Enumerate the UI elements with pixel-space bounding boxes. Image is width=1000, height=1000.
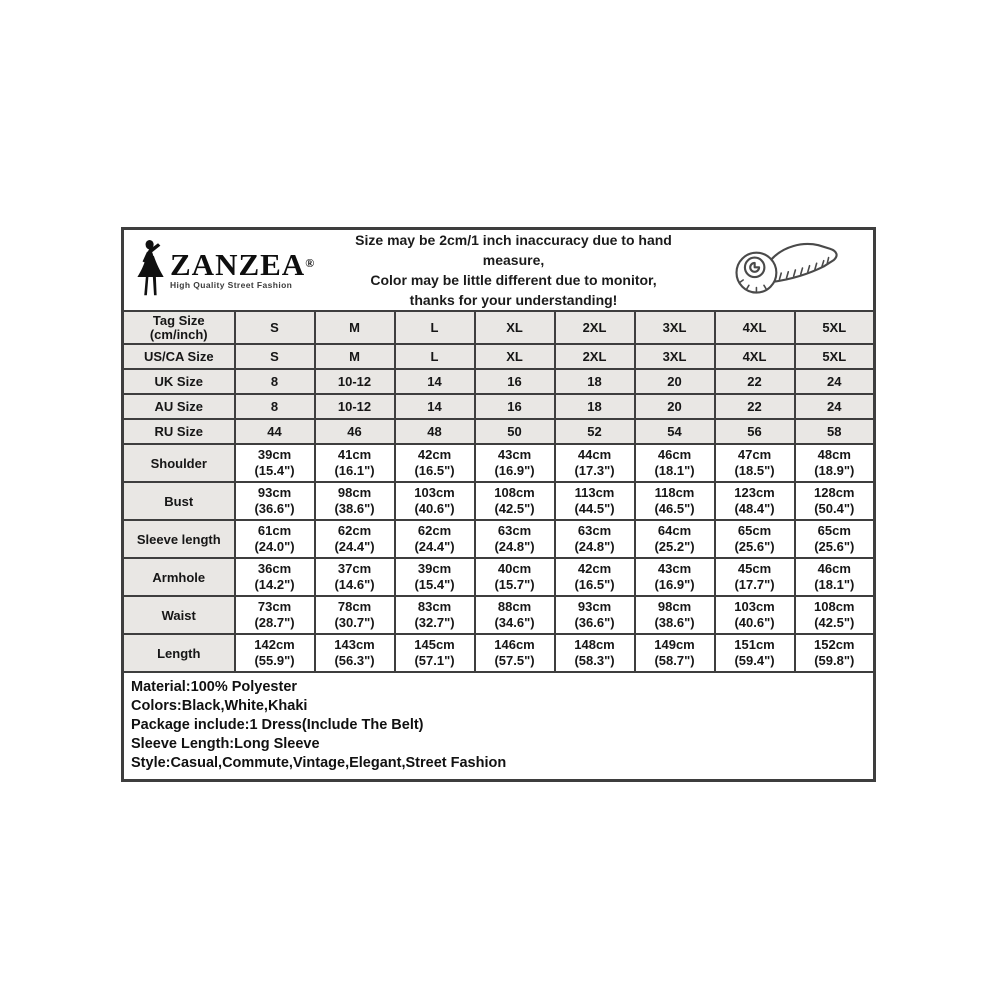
measure-cell: 40cm (15.7") (475, 558, 555, 596)
measure-cell: 63cm (24.8") (555, 520, 635, 558)
size-cell: 20 (635, 369, 715, 394)
row-label: UK Size (123, 369, 235, 394)
measure-cell: 146cm (57.5") (475, 634, 555, 672)
size-cell: S (235, 344, 315, 369)
row-label: Sleeve length (123, 520, 235, 558)
measure-row-sleeve-length (123, 520, 875, 558)
size-cell: 50 (475, 419, 555, 444)
note-material: Material:100% Polyester (131, 679, 298, 695)
row-label: Armhole (123, 558, 235, 596)
size-cell: 22 (715, 369, 795, 394)
size-table-body (123, 311, 875, 672)
size-row-uk-size (123, 369, 875, 394)
measure-cell: 123cm (48.4") (715, 482, 795, 520)
tape-measure-icon (699, 239, 867, 301)
measure-cell: 113cm (44.5") (555, 482, 635, 520)
woman-silhouette-icon (134, 239, 168, 302)
measure-row-waist (123, 596, 875, 634)
notes-row (123, 672, 875, 781)
measure-cell: 88cm (34.6") (475, 596, 555, 634)
size-cell: 8 (235, 394, 315, 419)
size-cell: M (315, 344, 395, 369)
measure-cell: 65cm (25.6") (715, 520, 795, 558)
row-label: Length (123, 634, 235, 672)
measure-cell: 43cm (16.9") (635, 558, 715, 596)
measure-row-armhole (123, 558, 875, 596)
row-label: Shoulder (123, 444, 235, 482)
size-cell: L (395, 344, 475, 369)
note-package: Package include:1 Dress(Include The Belt) (131, 717, 424, 733)
size-cell: 20 (635, 394, 715, 419)
note-sleeve-length: Sleeve Length:Long Sleeve (131, 736, 320, 752)
measure-cell: 62cm (24.4") (395, 520, 475, 558)
disclaimer-line-3: thanks for your understanding! (409, 292, 618, 308)
size-cell: XL (475, 311, 555, 344)
measure-cell: 45cm (17.7") (715, 558, 795, 596)
measure-cell: 98cm (38.6") (315, 482, 395, 520)
size-cell: L (395, 311, 475, 344)
registered-mark: ® (305, 256, 315, 270)
measure-cell: 39cm (15.4") (395, 558, 475, 596)
brand-name: ZANZEA® (170, 247, 315, 282)
size-cell: 2XL (555, 344, 635, 369)
size-cell: 4XL (715, 344, 795, 369)
size-disclaimer (328, 230, 699, 310)
size-cell: 18 (555, 394, 635, 419)
brand-tagline: High Quality Street Fashion (170, 280, 293, 290)
measure-cell: 103cm (40.6") (395, 482, 475, 520)
size-cell: 48 (395, 419, 475, 444)
size-cell: 10-12 (315, 369, 395, 394)
measure-cell: 151cm (59.4") (715, 634, 795, 672)
header-band (123, 229, 875, 312)
row-label: US/CA Size (123, 344, 235, 369)
size-cell: 22 (715, 394, 795, 419)
size-row-us-ca-size (123, 344, 875, 369)
size-cell: 44 (235, 419, 315, 444)
size-cell: 4XL (715, 311, 795, 344)
brand-logo (130, 239, 328, 302)
measure-cell: 48cm (18.9") (795, 444, 875, 482)
measure-cell: 61cm (24.0") (235, 520, 315, 558)
size-cell: 2XL (555, 311, 635, 344)
note-style: Style:Casual,Commute,Vintage,Elegant,Street Fashion (131, 755, 507, 771)
size-cell: XL (475, 344, 555, 369)
measure-row-shoulder (123, 444, 875, 482)
row-label: AU Size (123, 394, 235, 419)
product-notes (123, 672, 875, 781)
measure-cell: 39cm (15.4") (235, 444, 315, 482)
measure-cell: 73cm (28.7") (235, 596, 315, 634)
measure-cell: 148cm (58.3") (555, 634, 635, 672)
measure-cell: 47cm (18.5") (715, 444, 795, 482)
size-cell: 58 (795, 419, 875, 444)
note-colors: Colors:Black,White,Khaki (131, 698, 308, 714)
measure-cell: 62cm (24.4") (315, 520, 395, 558)
measure-cell: 44cm (17.3") (555, 444, 635, 482)
header-row (123, 229, 875, 312)
row-label: Waist (123, 596, 235, 634)
measure-cell: 145cm (57.1") (395, 634, 475, 672)
size-cell: 10-12 (315, 394, 395, 419)
measure-cell: 108cm (42.5") (795, 596, 875, 634)
measure-cell: 43cm (16.9") (475, 444, 555, 482)
size-cell: 46 (315, 419, 395, 444)
measure-cell: 143cm (56.3") (315, 634, 395, 672)
size-row-ru-size (123, 419, 875, 444)
measure-cell: 63cm (24.8") (475, 520, 555, 558)
measure-cell: 42cm (16.5") (555, 558, 635, 596)
disclaimer-line-2: Color may be little different due to monitor, (370, 272, 657, 288)
size-cell: 5XL (795, 344, 875, 369)
measure-cell: 36cm (14.2") (235, 558, 315, 596)
measure-cell: 46cm (18.1") (635, 444, 715, 482)
disclaimer-line-1: Size may be 2cm/1 inch inaccuracy due to hand measure, (355, 232, 672, 268)
measure-cell: 37cm (14.6") (315, 558, 395, 596)
measure-row-length (123, 634, 875, 672)
measure-row-bust (123, 482, 875, 520)
measure-cell: 103cm (40.6") (715, 596, 795, 634)
measure-cell: 93cm (36.6") (235, 482, 315, 520)
measure-cell: 78cm (30.7") (315, 596, 395, 634)
size-cell: 3XL (635, 311, 715, 344)
measure-cell: 118cm (46.5") (635, 482, 715, 520)
measure-cell: 46cm (18.1") (795, 558, 875, 596)
row-label: RU Size (123, 419, 235, 444)
row-label: Tag Size (cm/inch) (123, 311, 235, 344)
size-cell: 56 (715, 419, 795, 444)
size-cell: M (315, 311, 395, 344)
size-cell: 18 (555, 369, 635, 394)
size-cell: 8 (235, 369, 315, 394)
measure-cell: 128cm (50.4") (795, 482, 875, 520)
row-label: Bust (123, 482, 235, 520)
measure-cell: 149cm (58.7") (635, 634, 715, 672)
size-row-tag-size (123, 311, 875, 344)
size-cell: 16 (475, 369, 555, 394)
measure-cell: 142cm (55.9") (235, 634, 315, 672)
size-row-au-size (123, 394, 875, 419)
size-cell: 16 (475, 394, 555, 419)
size-cell: 52 (555, 419, 635, 444)
measure-cell: 152cm (59.8") (795, 634, 875, 672)
size-cell: 5XL (795, 311, 875, 344)
measure-cell: 108cm (42.5") (475, 482, 555, 520)
size-cell: S (235, 311, 315, 344)
measure-cell: 98cm (38.6") (635, 596, 715, 634)
size-cell: 14 (395, 394, 475, 419)
size-cell: 54 (635, 419, 715, 444)
measure-cell: 93cm (36.6") (555, 596, 635, 634)
measure-cell: 41cm (16.1") (315, 444, 395, 482)
measure-cell: 83cm (32.7") (395, 596, 475, 634)
size-cell: 3XL (635, 344, 715, 369)
measure-cell: 65cm (25.6") (795, 520, 875, 558)
size-chart-table (121, 227, 876, 782)
size-cell: 24 (795, 394, 875, 419)
size-cell: 14 (395, 369, 475, 394)
size-chart (121, 227, 873, 782)
size-cell: 24 (795, 369, 875, 394)
measure-cell: 64cm (25.2") (635, 520, 715, 558)
measure-cell: 42cm (16.5") (395, 444, 475, 482)
